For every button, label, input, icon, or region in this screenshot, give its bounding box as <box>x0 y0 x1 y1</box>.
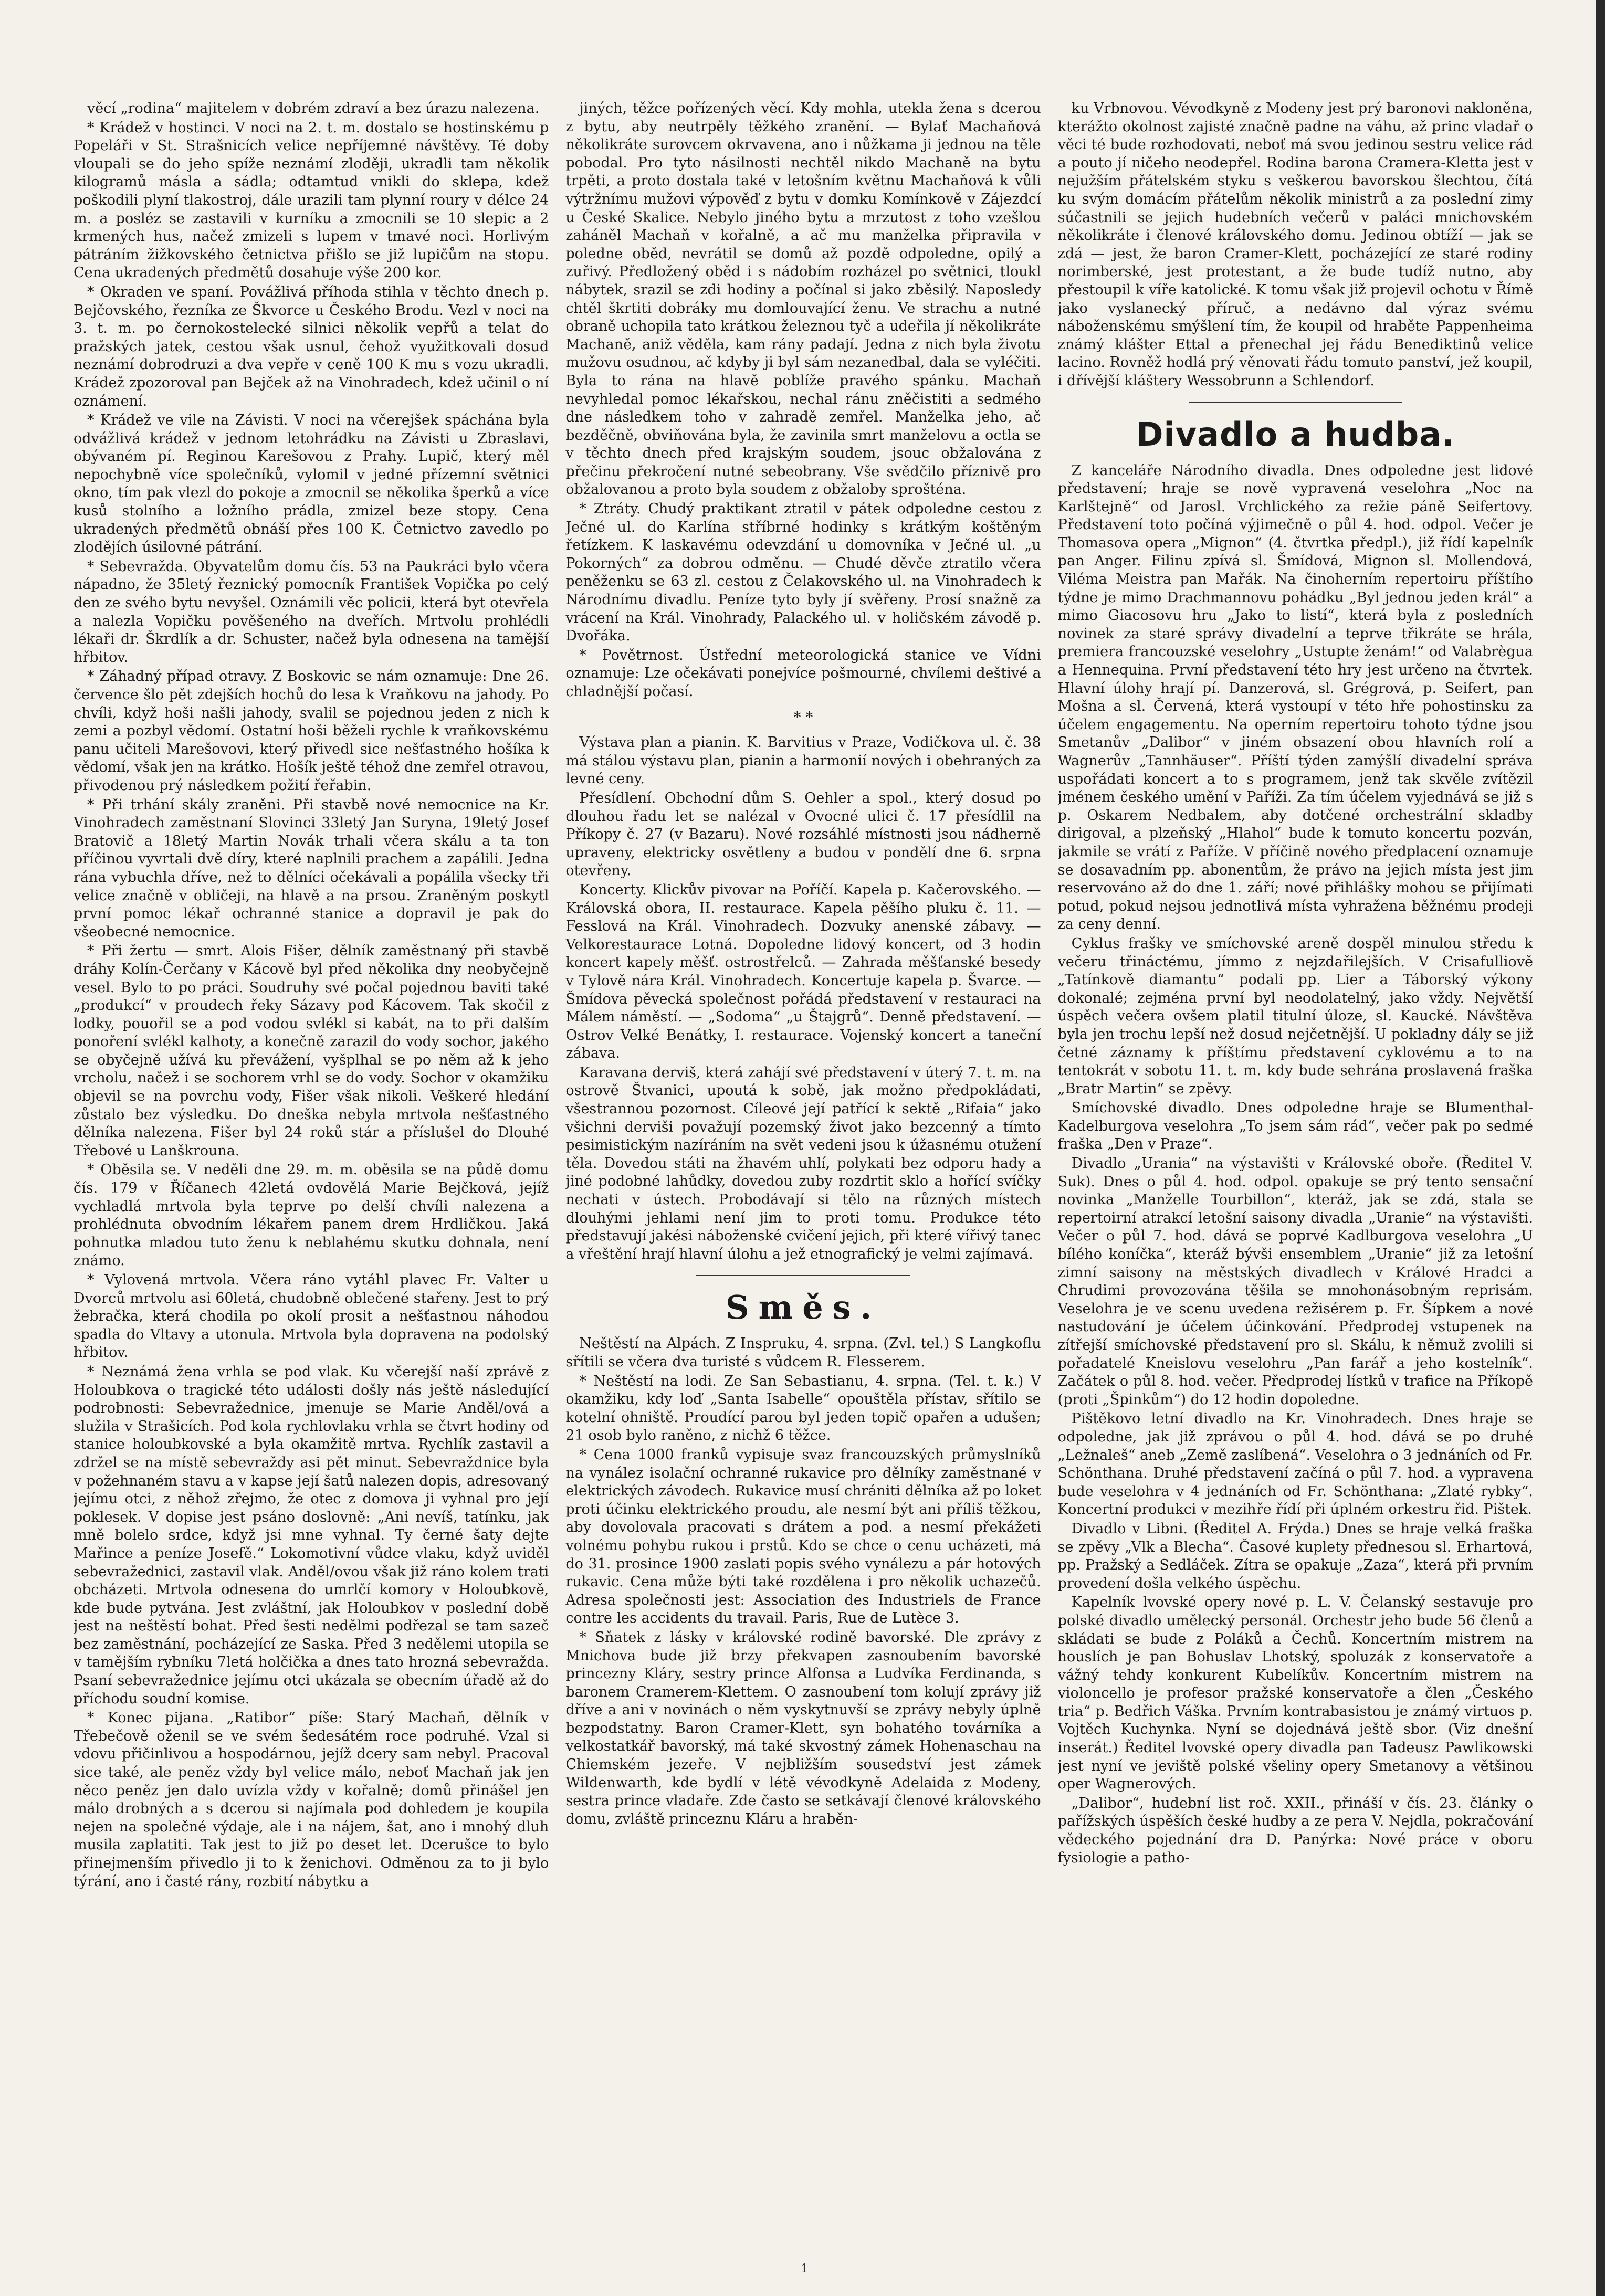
article-paragraph: Karavana derviš, která zahájí své představení v úterý 7. t. m. na ostrově Štvanici, upoutá k sobě, jak možno předpokládati, všestrannou pozornost. Cíleové její patřící k sektě „Rifaia“ jako všichni derviši považují pozemský život jako bezcenný a tímto pesimistickým nazíráním na svět vedeni jsou k úžasnému otužení těla. Dovedou státi na žhavém uhlí, polykati bez odporu hady a jiné podobné lahůdky, dovedou zuby rozdrtit sklo a hořící svíčky nechati v ústech. Probodávají si tělo na různých místech dlouhými jehlami není jim to proti tomu. Produkce této představují jakési náboženské cvičení jejich, při které vířivý tanec a vřeštění hrají hlavní úlohu a jež etnografický je velmi zajímavá. <box>565 1064 1041 1262</box>
article-paragraph: Kapelník lvovské opery nové p. L. V. Čelanský sestavuje pro polské divadlo umělecký personál. Orchestr jeho bude 56 členů a skládati se bude z Poláků a Čechů. Koncertním mistrem na houslích je pan Bohuslav Lhotský, spoluzák z konservatoře a vážný tehdy konkurent Kubelíkův. Koncertním mistrem na violoncello je profesor pražské konservatoře a člen „Českého tria“ p. Bedřich Váška. Prvním kontrabasistou je známý virtuos p. Vojtěch Kuchynka. Nyní se dojednává ještě sbor. (Viz dnešní inserát.) Ředitel lvovské opery divadla pan Tadeusz Pawlikowski jest nyní ve jeviště polské všeliny opery Smetanovy a většinou oper Wagnerových. <box>1057 1594 1533 1793</box>
article-paragraph: Divadlo „Urania“ na výstavišti v Královské oboře. (Ředitel V. Suk). Dnes o půl 4. hod. odpol. opakuje se prý tento sensační novinka „Manželle Tourbillon“, kteráž, jak se zdá, stala se repertoirní atrakcí letošní saisony divadla „Uranie“ na výstavišti. Večer o půl 7. hod. dává se poprvé Kadlburgova veselohra „U bílého koníčka“, kteráž bývši ensemblem „Uranie“ již za letošní zimní saisony na městských divadlech v Králové Hradci a Chrudimi provozována těšila se mnohonásobným reprisám. Veselohra je ve scenu uvedena režisérem p. Fr. Šípkem a nové nastudování je účelem účinkování. Předprodej vstupenek na zítřejší smíchovské představení pro sl. Skálu, k němuž zvolili si pořadatelé Kneislovu veselohru „Pan farář a jeho kostelník“. Začátek o půl 8. hod. večer. Předprodej lístků v trafice na Příkopě (proti „Špinkům“) do 12 hodin dopoledne. <box>1057 1155 1533 1408</box>
section-heading-smes: Směs. <box>725 1288 882 1327</box>
article-paragraph: * Vylovená mrtvola. Včera ráno vytáhl plavec Fr. Valter u Dvorců mrtvolu asi 60letá, chudobně oblečené stařeny. Jest to prý žebračka, která chodila po okolí prosit a nešťastnou náhodou spadla do Vltavy a utonula. Mrtvola byla dopravena na podolský hřbitov. <box>74 1272 549 1361</box>
article-paragraph: Z kanceláře Národního divadla. Dnes odpoledne jest lidové představení; hraje se nově vypravená veselohra „Noc na Karlštejně“ od Jarosl. Vrchlického za režie páně Seifertovy. Představení toto počíná výjimečně o půl 4. hod. odpol. Večer je Thomasova opera „Mignon“ (4. čtvrtka předpl.), již řídí kapelník pan Anger. Filinu zpívá sl. Šmídová, Mignon sl. Mollendová, Viléma Meistra pan Mařák. Na činoherním repertoiru příštího týdne je mimo Drachmannovu pohádku „Byl jednou jeden král“ a mimo Giacosovu hru „Jako to listí“, která byla z posledních novinek za staré správy divadelní a teprve třikráte se hrála, premiera francouzské veselohry „Ustupte ženám!“ od Valabrègua a Hennequina. První představení této hry jest určeno na čtvrtek. Hlavní úlohy hrají pí. Danzerová, sl. Grégrová, p. Seifert, pan Mošna a sl. Červená, která vystoupí v této hře pohostinsku za účelem engagementu. Na operním repertoiru tohoto týdne jsou Smetanův „Dalibor“ v jiném obsazení obou hlavních rolí a Wagnerův „Tannhäuser“. Příští týden zamýšlí divadelní správa uspořádati koncert a to s programem, jenž tak skvěle zvítězil jménem českého umění v Paříži. Za tím účelem vyjednává se již s p. Oskarem Nedbalem, aby dotčené orchestrální skladby dirigoval, a plzeňský „Hlahol“ bude k tomuto koncertu pozván, jakmile se vrátí z Paříže. V příčině nového předplacení oznamuje se dosavadním pp. abonentům, že právo na jejich místa jest jim reservováno až do dne 1. září; nové přihlášky mohou se přijímati potud, pokud nejsou jednotlivá místa vyhražena běžnému prodeji za ceny denní. <box>1057 462 1533 933</box>
article-paragraph: * Při trhání skály zraněni. Při stavbě nové nemocnice na Kr. Vinohradech zaměstnaní Slovinci 33letý Jan Suryna, 19letý Josef Bratovič a 18letý Martin Novák trhali včera skálu a ta ton příčinou vyvrtali dvě díry, které naplnili prachem a zapálili. Jedna rána vybuchla dříve, než to dělníci očekávali a popálila všecky tři velice značně v obličeji, na hlavě a na prsou. Zraněným poskytl první pomoc lékař ochranné stanice a dopravil je pak do všeobecné nemocnice. <box>74 796 549 940</box>
article-paragraph: * Záhadný případ otravy. Z Boskovic se nám oznamuje: Dne 26. července šlo pět zdejších hochů do lesa k Vraňkovu na jahody. Po chvíli, když hoši našli jahody, svalil se pojednou jeden z nich k zemi a pozbyl vědomí. Ostatní hoši běželi rychle k vraňkovskému panu učiteli Marešovovi, který přivedl sice nešťastného hošíka k vědomí, však jen na krátko. Hošík ještě téhož dne zemřel otravou, přivodenou prý následkem požití řeřabin. <box>74 668 549 794</box>
article-paragraph: Neštěstí na Alpách. Z Inspruku, 4. srpna. (Zvl. tel.) S Langkoflu sřítili se včera dva turisté s vůdcem R. Flesserem. <box>565 1335 1041 1370</box>
article-paragraph: ku Vrbnovou. Vévodkyně z Modeny jest prý baronovi nakloněna, kterážto okolnost zajisté značně padne na váhu, až princ vladař o věci té bude rozhodovati, neboť má svou jedinou sestru velice rád a pouto jí ničeho neodepřel. Rodina barona Cramera-Kletta jest v nejužším přátelském styku s veškerou bavorskou šlechtou, čítá ku svým domácím přátelům několik ministrů a za poslední zimy súčastnili se jejich hudebních večerů v paláci mnichovském několikráte i členové královského domu. Jedinou obtíží — jak se zdá — jest, že baron Cramer-Klett, pocházející ze staré rodiny norimberské, jest protestant, a že bude tudíž nutno, aby přestoupil k víře katolické. K tomu však již projevil ochotu v Římě jako vyslanecký příruč, a nedávno dal výraz svému náboženskému smýšlení tím, že koupil od hraběte Pappenheima známý klášter Ettal a přenechal jej řádu Benediktinů velice lacino. Rovněž hodlá prý věnovati řádu tomuto panství, jež koupil, i dřívější kláštery Wessobrunn a Schlendorf. <box>1057 100 1533 389</box>
page-edge <box>1596 0 1605 2296</box>
column-1 <box>74 100 549 2252</box>
article-paragraph: * Sebevražda. Obyvatelům domu čís. 53 na Paukráci bylo včera nápadno, že 35letý řeznický pomocník František Vopička po celý den ze svého bytu nevyšel. Oznámili věc policii, která byt otevřela a nalezla Vopičku pověšeného na dveřích. Mrtvolu prohlédli lékaři dr. Škrdlík a dr. Schuster, načež byla odnesena na tamější hřbitov. <box>74 558 549 666</box>
article-paragraph: Výstava plan a pianin. K. Barvitius v Praze, Vodičkova ul. č. 38 má stálou výstavu plan, pianin a harmonií nových i obehraných za levné ceny. <box>565 734 1041 787</box>
article-paragraph: * Neznámá žena vrhla se pod vlak. Ku včerejší naší zprávě z Holoubkova o tragické této události došly nás ještě následující podrobnosti: Sebevražednice, jmenuje se Marie Anděl/ová a služila v Strašicích. Pod kola rychlovlaku vrhla se čtvrt hodiny od stanice holoubkovské a byla okamžitě mrtva. Rychlík zastavil a zdržel se na místě sebevraždy asi pět minut. Sebevraždnice byla v požehnaném stavu a v kapse její šatů nalezen dopis, adresovaný jejímu otci, z něhož zřejmo, že otec z domova ji vyhnal pro její poklesek. V dopise jest psáno doslovně: „Ani nevíš, tatínku, jak mně bolelo srdce, když jsi mne vyhnal. Ty černé šaty dejte Mařince a peníze Josefě.“ Lokomotivní vůdce vlaku, když uviděl sebevražednici, zastavil vlak. Anděl/ovou však již ráno kolem trati obcházeti. Mrtvola odnesena do umrlčí komory v Holoubkově, kde bude pytvána. Jest zvláštní, jak Holoubkov v poslední době jest na neštěstí bohat. Před šesti nedělmi podřezal se tam sazeč bez zaměstnání, pocházející ze Saska. Před 3 nedělemi utopila se v tamějším rybníku 7letá holčička a dnes tato hrozná sebevražda. Psaní sebevražednice jejímu otci ukázala se obecním úřadě až do příchodu soudní komise. <box>74 1363 549 1707</box>
article-paragraph: Přesídlení. Obchodní dům S. Oehler a spol., který dosud po dlouhou řadu let se nalézal v Ovocné ulici č. 17 přesídlil na Příkopy č. 27 (v Bazaru). Nové rozsáhlé místnosti jsou nádherně upraveny, elektricky osvětleny a budou v pondělí dne 6. srpna otevřeny. <box>565 789 1041 879</box>
article-paragraph: * Oběsila se. V neděli dne 29. m. m. oběsila se na půdě domu čís. 179 v Říčanech 42letá ovdovělá Marie Bejčková, jejíž vychladlá mrtvola byla teprve po delší chvíli nalezena a prohlédnuta obvodním lékařem panem drem Hrdličkou. Jaká pohnutka mladou tuto ženu k neblahému skutku dohnala, není známo. <box>74 1162 549 1269</box>
article-paragraph: * Cena 1000 franků vypisuje svaz francouzských průmyslníků na vynález isolační ochranné rukavice pro dělníky zaměstnané v elektrických závodech. Rukavice musí chrániti dělníka až po loket proti účinku elektrického proudu, ale nesmí být ani příliš těžkou, aby dovolovala pracovati s drátem a pod. a nesmí překážeti volnému pohybu rukou i prstů. Kdo se chce o cenu ucházeti, má do 31. prosince 1900 zaslati popis svého vynálezu a pár hotových rukavic. Cena může býti také rozdělena i pro několik uchazečů. Adresa společnosti jest: Association des Industriels de France contre les accidents du travail. Paris, Rue de Lutèce 3. <box>565 1446 1041 1627</box>
article-paragraph: * Neštěstí na lodi. Ze San Sebastianu, 4. srpna. (Tel. t. k.) V okamžiku, kdy loď „Santa Isabelle“ opouštěla přístav, sřítilo se kotelní ohniště. Proudící parou byl jeden topič opařen a udušen; 21 osob bylo raněno, z nichž 6 těžce. <box>565 1373 1041 1444</box>
article-paragraph: jiných, těžce pořízených věcí. Kdy mohla, utekla žena s dcerou z bytu, aby neutrpěly těžkého zranění. — Bylať Machaňová několikráte surovcem okrvavena, ano i nůžkama ji jednou na těle pobodal. Pro tyto násilnosti nechtěl nikdo Machaně na bytu trpěti, a proto dostala také v letošním květnu Machaňová k vůli výtržnímu mužovi výpověď z bytu v domku Komínkově v Zájezdcí u České Skalice. Nebylo jiného bytu a mrzutost z toho vzešlou zaháněl Machaň v kořalně, a ač mu manželka připravila v poledne oběd, nevrátil se domů až pozdě odpoledne, opilý a zuřivý. Předložený oběd i s nádobím rozházel po světnici, tloukl nábytek, srazil se zdi hodiny a počínal si jako zběsilý. Naposledy chtěl škrtiti dobráky mu domlouvající ženu. Ve strachu a nutné obraně uchopila tato krátkou železnou tyč a udeřila jí několikráte Machaně, aniž věděla, kam rány padají. Jedna z nich byla životu mužovu osudnou, ač kdyby ji byl sám nezanedbal, dala se vyléčiti. Byla to rána na hlavě poblíže pravého spánku. Machaň nevyhledal pomoc lékařskou, nechal ránu zněčistiti a sedmého dne následkem toho v zahradě zemřel. Manželka jeho, ač bezděčně, obviňována byla, že zavinila smrt manželovu a octla se v těchto dnech před krajským soudem, jsouc obžalována z přečinu překročení nutné sebeobrany. Vše svědčilo příznivě pro obžalovanou a proto byla soudem z obžaloby sprošténa. <box>565 100 1041 498</box>
article-paragraph: Pištěkovo letní divadlo na Kr. Vinohradech. Dnes hraje se odpoledne, jak již zprávou o půl 4. hod. dává se po druhé „Ležnaleš“ aneb „Země zaslíbená“. Veselohra o 3 jednáních od Fr. Schönthana. Druhé představení začíná o půl 7. hod. a vypravena bude veselohra v 4 jednáních od Fr. Schönthana: „Zlaté rybky“. Koncertní produkci v mezihře řídí při úplném orkestru řid. Pištek. <box>1057 1410 1533 1518</box>
article-paragraph: Koncerty. Klickův pivovar na Poříčí. Kapela p. Kačerovského. — Královská obora, II. restaurace. Kapela pěšího pluku č. 11. — Fesslová na Král. Vinohradech. Dozvuky anenské zábavy. — Velkorestaurace Lotná. Dopoledne lidový koncert, od 3 hodin koncert kapely měšť. ostrostřelců. — Zahrada měšťanské besedy v Tylově nára Král. Vinohradech. Koncertuje kapela p. Švarce. — Šmídova pěvecká společnost pořádá představení v restauraci na Málem náměstí. — „Sodoma“ „u Štajgrů“. Denně představení. — Ostrov Velké Benátky, I. restaurace. Vojenský koncert a taneční zábava. <box>565 881 1041 1062</box>
article-paragraph: Divadlo v Libni. (Ředitel A. Frýda.) Dnes se hraje velká fraška se zpěvy „Vlk a Blecha“. Časové kuplety přednesou sl. Erhartová, pp. Pražský a Sedláček. Zítra se opakuje „Zaza“, která při prvním provedení došla velkého úspěchu. <box>1057 1520 1533 1592</box>
section-stars: * * <box>793 708 813 726</box>
column-2 <box>565 100 1041 2252</box>
article-paragraph: „Dalibor“, hudební list roč. XXII., přináší v čís. 23. články o pařížských úspěších české hudby a ze pera V. Nejdla, pokračování vědeckého pojednání dra D. Panýrka: Nové práce v oboru fysiologie a patho- <box>1057 1795 1533 1866</box>
article-paragraph: * Konec pijana. „Ratibor“ píše: Starý Machaň, dělník v Třebečově oženil se ve svém šedesátém roce podruhé. Vzal si vdovu přičinlivou a hospodárnou, jejíž dcery sam nebyl. Pracoval sice také, ale peněz vždy byl velice málo, neboť Machaň jak jen něco peněz jen dalo uvízla vždy v kořalně; domů přinášel jen málo drobných a s dcerou si najímala pod dohledem je koupila nejen na společné výdaje, ale i na nájem, šat, ano i mnohý dluh musila zaplatiti. Tak jest to již po deset let. Dcerušce to bylo přinejmenším přivedlo ji to k ženichovi. Odměnou za to ji bylo týrání, ano i časté rány, rozbití nábytku a <box>74 1710 549 1890</box>
section-divider <box>1189 402 1402 403</box>
article-paragraph: * Sňatek z lásky v královské rodině bavorské. Dle zprávy z Mnichova bude již brzy překvapen zasnoubením bavorské princezny Kláry, sestry prince Alfonsa a Ludvíka Ferdinanda, s baronem Cramerem-Klettem. O zasnoubení tom kolují zprávy již dříve a ani v novinách o něm vyskytnuvší se zprávy nebyly úplně bezpodstatny. Baron Cramer-Klett, syn bohatého továrníka a velkostatkář bavorský, má také skvostný zámek Hohenaschau na Chiemském jezeře. V nejbližším sousedství jest zámek Wildenwarth, kde bydlí v létě vévodkyně Adelaida z Modeny, sestra prince vladaře. Zde často se setkávají členové královského domu, zvláště princeznu Kláru a hraběn- <box>565 1629 1041 1827</box>
article-paragraph: Cyklus frašky ve smíchovské areně dospěl minulou středu k večeru třináctému, jímmo z nejzdařilejších. V Crisafulliově „Tatínkově diamantu“ podali pp. Lier a Táborský výkony dokonalé; zejména první byl neodolatelný, jako vždy. Největší úspěch večera ovšem platil titulní úloze, sl. Kaucké. Návštěva byla jen trochu lepší než dosud nejčetnější. U pokladny dály se již četné záznamy k příštímu představení cyklovému a to na tentokrát v sobotu 11. t. m. kdy bude sehrána proslavená fraška „Bratr Martin“ se zpěvy. <box>1057 935 1533 1097</box>
newspaper-page <box>74 100 1533 2252</box>
article-paragraph: * Okraden ve spaní. Povážlivá příhoda stihla v těchto dnech p. Bejčovského, řezníka ze Škvorce u Českého Brodu. Vezl v noci na 3. t. m. po černokostelecké silnici několik vepřů a telat do pražských jatek, cestou však usnul, čehož využitkovali dosud neznámí dobrodruzi a dva vepře v ceně 100 K mu s vozu ukradli. Krádež zpozoroval pan Bejček až na Vinohradech, kdež učinil o ní oznámení. <box>74 283 549 409</box>
article-paragraph: věcí „rodina“ majitelem v dobrém zdraví a bez úrazu nalezena. <box>87 100 540 117</box>
article-paragraph: * Krádež v hostinci. V noci na 2. t. m. dostalo se hostinskému p Popeláři v St. Strašnicích velice nepříjemné návštěvy. Té doby vloupali se do jeho spíže neznámí zloději, ukradli tam několik kilogramů másla a sádla; odtamtud vnikli do sklepa, kdež poškodili plyní tlakostroj, dále urazili tam plynní roury v délce 24 m. a posléz se zastavili v kurníku a zmocnili se 10 slepic a 2 krmených hus, načež zmizeli s lupem v tmavé noci. Horlivým pátráním žižkovského četnictva přišlo se již lupičům na stopu. Cena ukradených předmětů dosahuje výše 200 kor. <box>74 119 549 281</box>
page-number: 1 <box>801 2262 808 2276</box>
section-heading-divadlo: Divadlo a hudba. <box>1136 415 1455 454</box>
article-paragraph: * Krádež ve vile na Závisti. V noci na včerejšek spáchána byla odvážlivá krádež v jednom letohrádku na Závisti u Zbraslavi, obývaném pí. Reginou Karešovou z Prahy. Lupič, který měl nepochybně více společníků, vylomil v jedné přízemní světnici okno, tím pak vlezl do pokoje a zmocnil se několika šperků a více kusů stolního a ložního prádla, zmizel beze stopy. Cena ukradených předmětů obnáší přes 100 K. Četnictvo zavedlo po zlodějích úsilovné pátrání. <box>74 412 549 556</box>
article-paragraph: * Povětrnost. Ústřední meteorologická stanice ve Vídni oznamuje: Lze očekávati ponejvíce pošmourné, chvílemi deštivé a chladnější počasí. <box>565 647 1041 700</box>
article-paragraph: * Ztráty. Chudý praktikant ztratil v pátek odpoledne cestou z Ječné ul. do Karlína stříbrné hodinky s krátkým koštěným řetízkem. K laskavému odevzdání u domovníka v Ječné ul. „u Pokorných“ za dobrou odměnu. — Chudé děvče ztratilo včera peněženku se 63 zl. cestou z Čelakovského ul. na Vinohradech k Národnímu divadlu. Peníze tyto byly jí svěřeny. Prosí snažně za vrácení na Král. Vinohrady, Palackého ul. v holičském závodě p. Dvořáka. <box>565 501 1041 645</box>
section-divider <box>696 1275 910 1276</box>
article-paragraph: Smíchovské divadlo. Dnes odpoledne hraje se Blumenthal-Kadelburgova veselohra „To jsem sám rád“, večer pak po sedmé fraška „Den v Praze“. <box>1057 1100 1533 1153</box>
article-paragraph: * Při žertu — smrt. Alois Fišer, dělník zaměstnaný při stavbě dráhy Kolín-Čerčany v Kácově byl před několika dny neobyčejně vesel. Bylo to po práci. Soudruhy své počal pojednou baviti také „produkcí“ v proudech řeky Sázavy pod Kácovem. Tak skočil z lodky, pouořil se a pod vodou svlékl si kabát, na to při dalším ponoření svlékl kalhoty, a konečně zarazil do vody sochor, jakého se obyčejně užívá ku převážení, vyšplhal se po něm až k jeho vrcholu, načež i se sochorem vrhl se do vody. Sochor v okamžiku objevil se na povrchu vody, Fišer však nikoli. Veškeré hledání zůstalo bez výsledku. Do dneška nebyla mrtvola nešťastného dělníka nalezena. Fišer byl 24 roků stár a příslušel do Dlouhé Třebové u Lanškrouna. <box>74 943 549 1159</box>
column-3 <box>1058 100 1533 2252</box>
